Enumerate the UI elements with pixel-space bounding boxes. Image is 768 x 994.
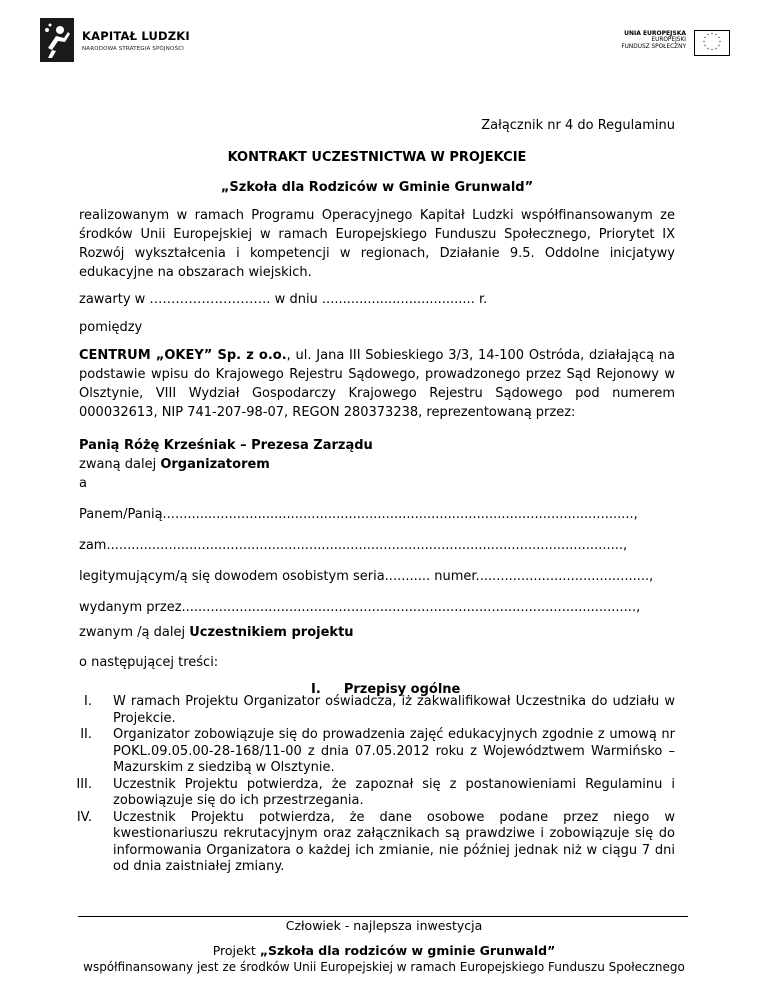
project-subtitle: „Szkoła dla Rodziców w Gminie Grunwald” — [220, 180, 534, 195]
organizer-details: , ul. Jana III Sobieskiego 3/3, 14-100 Ostróda, działającą na podstawie wpisu do Krajowego Rejestru Sądowego, prowadzonego przez Sąd Rejonowy w Olsztynie, VIII Wydział Gospodarczy Krajowego Rejestru Sądowego pod numerem 000032613, NIP 741-207-98-07, REGON 280373238, reprezentowaną przez: — [79, 348, 675, 420]
eu-logo-line1: UNIA EUROPEJSKA — [624, 30, 686, 37]
svg-text:*: * — [704, 36, 706, 41]
footer-project-line — [0, 943, 768, 958]
footer-divider — [78, 916, 688, 917]
footer-cofinanced: współfinansowany jest ze środków Unii Europejskiej w ramach Europejskiego Funduszu Społecznego — [83, 960, 685, 974]
svg-text:*: * — [715, 47, 717, 52]
clause-text: Organizator zobowiązuje się do prowadzenia zajęć edukacyjnych zgodnie z umową nr POKL.09.05.00-28-168/11-00 z dnia 07.05.2012 roku z Województwem Warmińsko – Mazurskim z siedzibą w Olsztynie. — [113, 727, 675, 775]
representative: Panią Różę Krześniak – Prezesa Zarządu — [79, 438, 373, 453]
eu-logo-line3: FUNDUSZ SPOŁECZNY — [621, 44, 686, 50]
svg-text:*: * — [711, 48, 713, 53]
svg-text:*: * — [703, 40, 705, 45]
and-label: a — [79, 476, 87, 491]
clause-text: W ramach Projektu Organizator oświadcza, iż zakwalifikował Uczestnika do udziału w Projekcie. — [113, 694, 675, 726]
organizer-paragraph — [79, 346, 675, 422]
field-address: zam............................................................................................................................., — [79, 538, 628, 553]
clause-text: Uczestnik Projektu potwierdza, że zapoznał się z postanowieniami Regulaminu i zobowiązuje się do ich przestrzegania. — [113, 776, 675, 808]
list-item — [70, 727, 675, 777]
footer-slogan: Człowiek - najlepsza inwestycja — [285, 918, 483, 933]
clause-number: IV. — [76, 809, 92, 825]
eu-flag-icon — [694, 30, 730, 56]
kapital-ludzki-logo — [40, 14, 200, 66]
eu-logo — [608, 30, 730, 60]
kapital-ludzki-title: KAPITAŁ LUDZKI — [82, 29, 190, 43]
svg-text:*: * — [718, 36, 720, 41]
svg-text:*: * — [719, 40, 721, 45]
annex-label: Załącznik nr 4 do Regulaminu — [481, 118, 675, 133]
eu-logo-line2: EUROPEJSKI — [651, 37, 686, 43]
list-item — [70, 777, 675, 810]
participant-prefix: zwanym /ą dalej — [79, 625, 190, 640]
participant-called-line — [79, 623, 675, 642]
clause-number: III. — [76, 776, 92, 792]
organizer-name: CENTRUM „OKEY” Sp. z o.o. — [79, 348, 287, 363]
eu-logo-text — [621, 30, 686, 51]
svg-text:*: * — [707, 33, 709, 38]
participant-role: Uczestnikiem projektu — [189, 625, 354, 640]
between-label: pomiędzy — [79, 320, 143, 335]
kapital-ludzki-emblem-icon — [40, 18, 74, 62]
intro-paragraph: realizowanym w ramach Programu Operacyjnego Kapitał Ludzki współfinansowanym ze środków Unii Europejskiej w ramach Europejskiego Funduszu Społecznego, Priorytet IX Rozwój wykształcenia i kompetencji w regionach, Działanie 9.5. Oddolne inicjatywy edukacyjne na obszarach wiejskich. — [79, 208, 675, 280]
svg-text:*: * — [704, 44, 706, 49]
list-item — [70, 810, 675, 876]
following-label: o następującej treści: — [79, 655, 219, 670]
svg-text:*: * — [707, 47, 709, 52]
document-title: KONTRAKT UCZESTNICTWA W PROJEKCIE — [227, 150, 527, 165]
organizer-role: Organizatorem — [160, 457, 270, 472]
svg-text:*: * — [711, 32, 713, 37]
field-name: Panem/Panią.................................................................................................................., — [79, 507, 638, 522]
clause-text: Uczestnik Projektu potwierdza, że dane osobowe podane przez niego w kwestionariuszu rekrutacyjnym oraz załącznikach są prawdziwe i zobowiązuje się do informowania Organizatora o każdej ich zmianie, nie później jednak niż w ciągu 7 dni od dnia zaistniałej zmiany. — [113, 809, 675, 874]
field-issued: wydanym przez.............................................................................................................., — [79, 600, 641, 615]
svg-text:*: * — [718, 44, 720, 49]
organizer-called-line — [79, 455, 675, 474]
clause-number: II. — [80, 727, 92, 742]
footer-project-name: „Szkoła dla rodziców w gminie Grunwald” — [259, 943, 556, 958]
svg-text:*: * — [715, 33, 717, 38]
section-title: Przepisy ogólne — [343, 682, 461, 697]
kapital-ludzki-subtitle: NARODOWA STRATEGIA SPÓJNOŚCI — [82, 46, 184, 52]
clauses-list — [70, 694, 675, 876]
section-number: I. — [311, 682, 321, 697]
field-id: legitymującym/ą się dowodem osobistym seria........... numer.........................................., — [79, 569, 654, 584]
concluded-line: zawarty w ………………………. w dniu ..................................... r. — [79, 292, 488, 307]
footer-project-prefix: Projekt — [212, 943, 260, 958]
list-item — [70, 694, 675, 727]
called-prefix: zwaną dalej — [79, 457, 161, 472]
clause-number: I. — [84, 694, 92, 709]
